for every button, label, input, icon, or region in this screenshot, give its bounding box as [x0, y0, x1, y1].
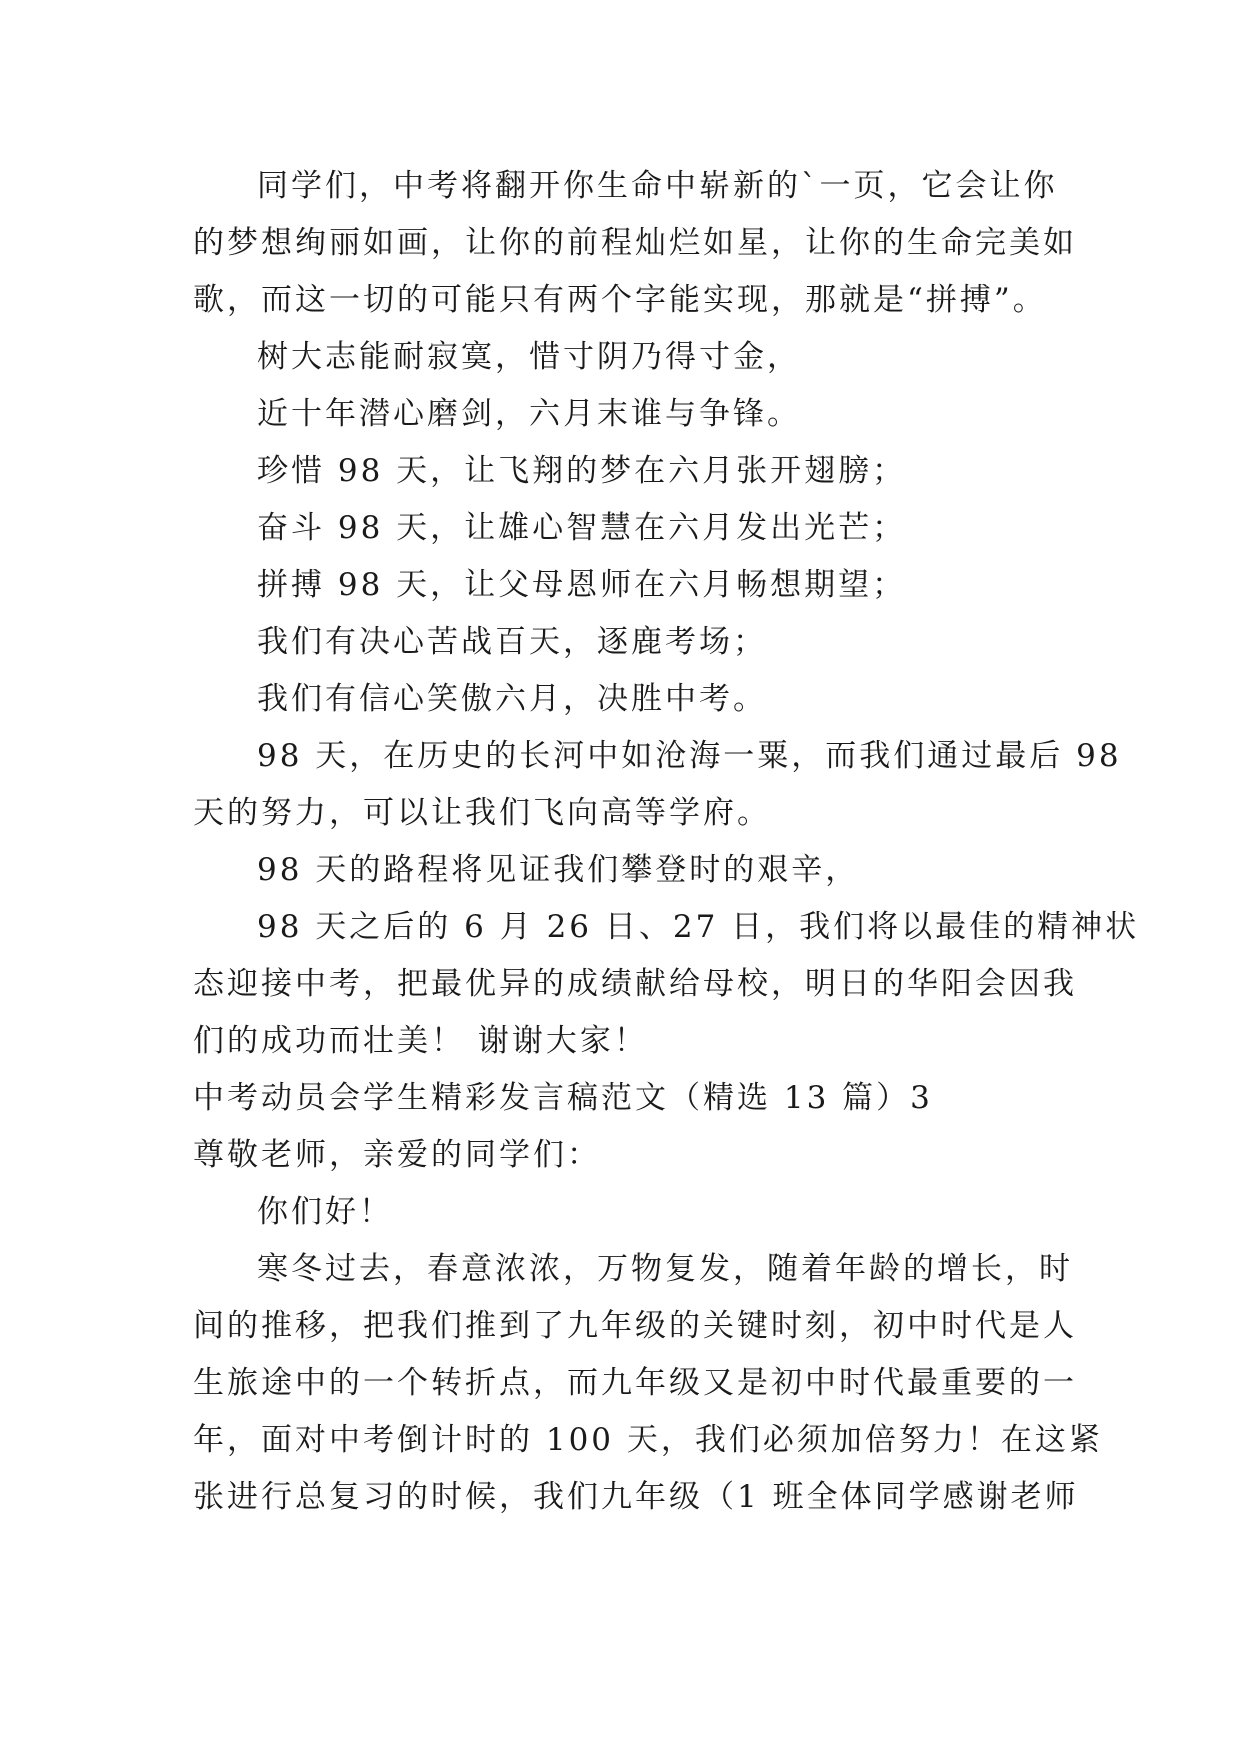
paragraph — [193, 386, 1053, 443]
text-line: 年，面对中考倒计时的 100 天，我们必须加倍努力！在这紧 — [193, 1422, 1103, 1458]
text-line: 同学们，中考将翻开你生命中崭新的`一页，它会让你 — [257, 168, 1058, 204]
text-line: 天的努力，可以让我们飞向高等学府。 — [193, 795, 771, 831]
text-line: 寒冬过去，春意浓浓，万物复发，随着年龄的增长，时 — [257, 1251, 1073, 1287]
paragraph — [193, 1127, 1053, 1184]
text-line: 中考动员会学生精彩发言稿范文（精选 13 篇）3 — [193, 1080, 933, 1116]
paragraph — [193, 1241, 1103, 1526]
text-line: 歌，而这一切的可能只有两个字能实现，那就是“拼搏”。 — [193, 282, 1047, 318]
text-line: 珍惜 98 天，让飞翔的梦在六月张开翅膀； — [257, 453, 907, 489]
text-line: 98 天之后的 6 月 26 日、27 日，我们将以最佳的精神状 — [257, 909, 1140, 945]
text-line: 拼搏 98 天，让父母恩师在六月畅想期望； — [257, 567, 907, 603]
text-line: 树大志能耐寂寞，惜寸阴乃得寸金， — [257, 339, 801, 375]
paragraph — [193, 1184, 1053, 1241]
paragraph — [193, 671, 1053, 728]
paragraph — [193, 443, 1053, 500]
text-line: 生旅途中的一个转折点，而九年级又是初中时代最重要的一 — [193, 1365, 1077, 1401]
paragraph — [193, 557, 1053, 614]
paragraph — [193, 728, 1122, 842]
paragraph — [193, 500, 1053, 557]
text-line: 我们有信心笑傲六月，决胜中考。 — [257, 681, 767, 717]
text-line: 态迎接中考，把最优异的成绩献给母校，明日的华阳会因我 — [193, 966, 1077, 1002]
paragraph — [193, 329, 1053, 386]
paragraph — [193, 899, 1140, 1070]
text-line: 奋斗 98 天，让雄心智慧在六月发出光芒； — [257, 510, 907, 546]
text-line: 们的成功而壮美！ 谢谢大家！ — [193, 1023, 648, 1059]
text-line: 的梦想绚丽如画，让你的前程灿烂如星，让你的生命完美如 — [193, 225, 1077, 261]
text-line: 我们有决心苦战百天，逐鹿考场； — [257, 624, 767, 660]
paragraph — [193, 614, 1053, 671]
document-body — [193, 158, 1140, 1526]
paragraph — [193, 158, 1077, 329]
text-line: 98 天，在历史的长河中如沧海一粟，而我们通过最后 98 — [257, 738, 1122, 774]
paragraph — [193, 842, 1053, 899]
text-line: 间的推移，把我们推到了九年级的关键时刻，初中时代是人 — [193, 1308, 1077, 1344]
text-line: 近十年潜心磨剑，六月末谁与争锋。 — [257, 396, 801, 432]
text-line: 你们好！ — [257, 1194, 393, 1230]
text-line: 尊敬老师，亲爱的同学们： — [193, 1137, 601, 1173]
paragraph — [193, 1070, 1053, 1127]
text-line: 张进行总复习的时候，我们九年级（1 班全体同学感谢老师 — [193, 1479, 1079, 1515]
text-line: 98 天的路程将见证我们攀登时的艰辛， — [257, 852, 860, 888]
